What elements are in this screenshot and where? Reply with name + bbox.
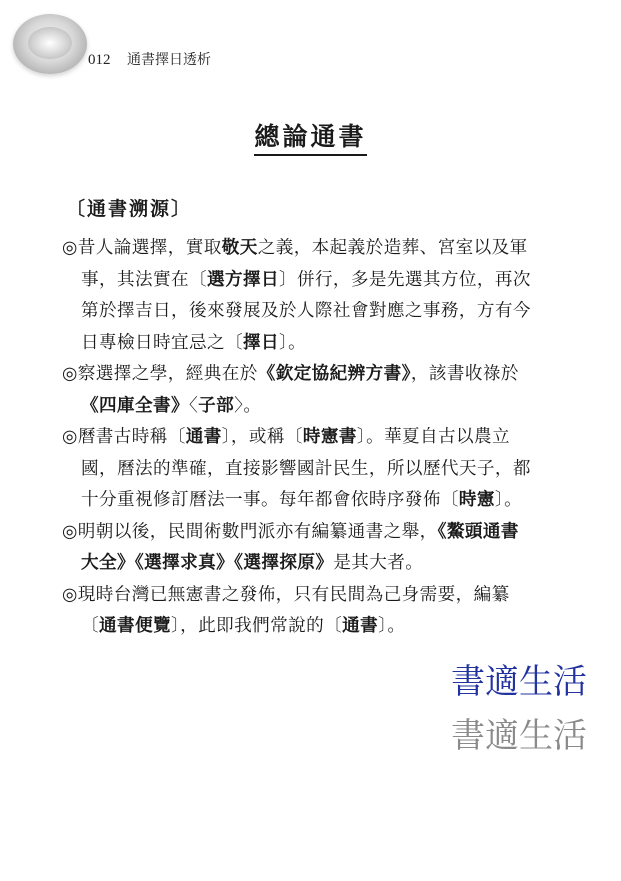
body-text	[62, 233, 534, 643]
text-run: ◎現時台灣已無憲書之發佈，只有民間為己身需要，編纂	[62, 584, 510, 605]
text-run: ，該書收祿於	[410, 364, 519, 384]
text-line	[62, 359, 534, 391]
text-run: 〕，或稱〔	[221, 427, 303, 447]
emphasis-text: 子部	[198, 395, 235, 416]
text-run: ◎明朝以後，民間術數門派亦有編纂通書之舉，	[62, 521, 438, 542]
text-run: 〕。	[494, 490, 523, 510]
text-run: 〈	[188, 395, 199, 416]
paragraph	[62, 422, 534, 517]
chapter-title-wrap	[0, 117, 621, 153]
emphasis-text: 通書便覽	[99, 616, 171, 636]
page-number: 012	[88, 52, 111, 68]
text-run: ◎察選擇之學，經典在於	[62, 364, 258, 384]
text-line	[62, 391, 534, 423]
text-run: 第於擇吉日，後來發展及於人際社會對應之事務，方有今	[81, 301, 531, 321]
emphasis-text: 大全》《選擇求真》《選擇探原》	[81, 553, 334, 573]
running-header	[88, 49, 211, 69]
paragraph	[62, 233, 534, 359]
emphasis-text: 敬天	[221, 238, 258, 258]
chapter-title: 總論通書	[254, 122, 366, 156]
text-run: 日專檢日時宜忌之〔	[81, 332, 243, 353]
emphasis-text: 通書	[342, 616, 379, 636]
text-line	[62, 328, 534, 360]
paragraph	[62, 580, 534, 643]
watermark-secondary: 書適生活	[451, 716, 587, 756]
emphasis-text: 時憲書	[302, 427, 357, 447]
emphasis-text: 《四庫全書》	[81, 395, 189, 416]
watermark-primary: 書適生活	[451, 662, 587, 702]
text-run: 是其大者。	[333, 553, 424, 573]
text-run: 〕。	[278, 332, 307, 353]
book-logo	[13, 14, 87, 74]
text-line	[62, 233, 534, 265]
text-line	[62, 548, 534, 580]
text-run: 事，其法實在〔	[81, 269, 207, 290]
text-line	[62, 296, 534, 328]
text-run: 〕。華夏自古以農立	[356, 427, 511, 447]
text-run: 〕併行，多是先選其方位，再次	[278, 269, 531, 290]
text-run: 〕。	[378, 616, 406, 636]
book-title: 通書擇日透析	[126, 52, 211, 68]
text-run: 十分重視修訂曆法一事。每年都會依時序發佈〔	[81, 490, 459, 510]
paragraph	[62, 359, 534, 422]
text-line	[62, 422, 534, 454]
text-run: ◎曆書古時稱〔	[62, 427, 186, 447]
text-run: 〔	[81, 616, 99, 636]
text-run: 國，曆法的準確，直接影響國計民生，所以歷代天子，都	[81, 458, 531, 479]
emphasis-text: 《鰲頭通書	[437, 521, 519, 542]
emphasis-text: 時憲	[458, 490, 495, 510]
text-line	[62, 265, 534, 297]
paragraph	[62, 517, 534, 580]
section-heading: 〔通書溯源〕	[66, 198, 193, 220]
text-run: 之義，本起義於造葬、宮室以及軍	[257, 238, 528, 258]
text-line	[62, 454, 534, 486]
text-line	[62, 485, 534, 517]
text-line	[62, 580, 534, 612]
text-run: ◎昔人論選擇，實取	[62, 238, 222, 258]
text-run: 〕，此即我們常說的〔	[170, 616, 343, 636]
text-line	[62, 517, 534, 549]
emphasis-text: 選方擇日	[206, 269, 279, 290]
emphasis-text: 通書	[185, 427, 222, 447]
text-run: 〉。	[234, 395, 262, 416]
text-line	[62, 611, 534, 643]
emphasis-text: 《欽定協紀辨方書》	[257, 364, 411, 384]
emphasis-text: 擇日	[242, 332, 279, 353]
